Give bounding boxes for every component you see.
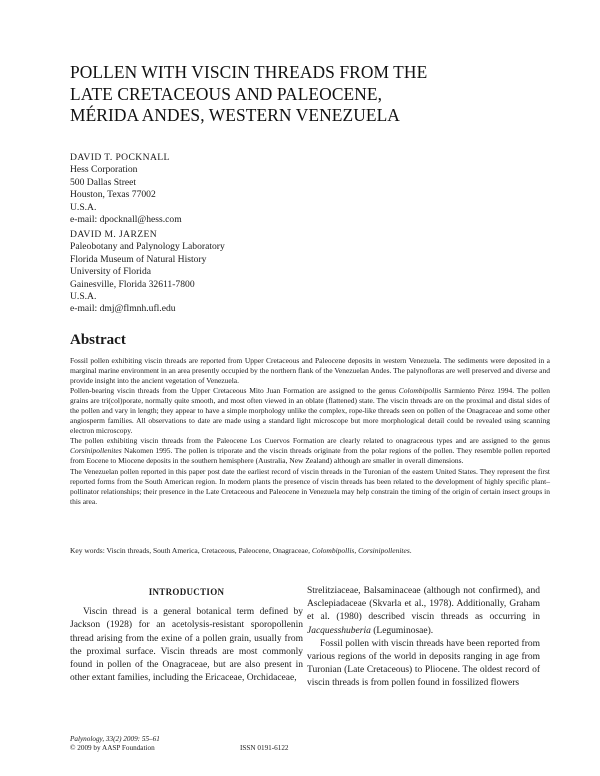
- keywords: [70, 546, 550, 556]
- body-text: Strelitziaceae, Balsaminaceae (although not confirmed), and Asclepiadaceae (Skvarla et al., 1978). Additionally, Graham et al. (1980) described viscin threads as occurring in: [307, 586, 540, 623]
- copyright-notice: © 2009 by AASP Foundation: [70, 744, 155, 753]
- genus-name: Colombipollis: [398, 386, 442, 396]
- keywords-end: .: [409, 546, 412, 555]
- author-institution: Florida Museum of Natural History: [70, 253, 207, 265]
- author-email: e-mail: dpocknall@hess.com: [70, 214, 182, 226]
- author-address-city: Gainesville, Florida 32611-7800: [70, 278, 195, 290]
- body-column-left: [70, 586, 303, 685]
- intro-paragraph-2: Fossil pollen with viscin threads have been reported from various regions of the world in deposits ranging in age from Turonian (Late Cretaceous) to Pliocene. The oldest record of viscin threads is from pollen found in fossilized flowers: [307, 638, 540, 689]
- author-name: DAVID M. JARZEN: [70, 229, 158, 240]
- author-university: University of Florida: [70, 266, 152, 278]
- author-block-jarzen: [70, 229, 225, 316]
- author-address-city: Houston, Texas 77002: [70, 189, 156, 201]
- abstract-paragraph-1: Fossil pollen exhibiting viscin threads are reported from Upper Cretaceous and Paleocene deposits in western Venezuela. The sediments were deposited in a marginal marine environment in an area presently occupied by the northern flank of the Venezuelan Andes. The palynofloras are well preserved and diverse and provide insight into the ancient vegetation of Venezuela.: [70, 356, 550, 386]
- genus-name: Corsinipollenites: [70, 446, 122, 456]
- author-address-country: U.S.A.: [70, 201, 97, 213]
- body-column-right: [307, 585, 540, 691]
- title-line-2: LATE CRETACEOUS AND PALEOCENE,: [70, 83, 383, 104]
- journal-citation-text: Palynology, 33(2) 2009: 55–61: [70, 735, 160, 743]
- issn-number: ISSN 0191-6122: [240, 744, 289, 752]
- title-line-1: POLLEN WITH VISCIN THREADS FROM THE: [70, 62, 428, 82]
- author-affiliation: Paleobotany and Palynology Laboratory: [70, 241, 225, 253]
- keywords-text: Key words: Viscin threads, South America, Cretaceous, Paleocene, Onagraceae,: [70, 546, 312, 555]
- title-line-3: MÉRIDA ANDES, WESTERN VENEZUELA: [70, 105, 400, 125]
- abstract-text: Pollen-bearing viscin threads from the Upper Cretaceous Mito Juan Formation are assigned to the genus: [70, 386, 399, 396]
- page-footer: [70, 735, 160, 754]
- keywords-separator: ,: [354, 546, 359, 555]
- genus-name: Jacquesshuberia: [307, 625, 371, 636]
- abstract-paragraph-4: The Venezuelan pollen reported in this paper post date the earliest record of viscin threads in the Turonian of the eastern United States. They represent the first reported forms from the South American region. In modern plants the presence of viscin threads has been related to the development of highly specific plant–pollinator relationships; their presence in the Late Cretaceous and Paleocene in Venezuela may help constrain the timing of the origin of certain insect groups in this area.: [70, 466, 550, 506]
- abstract-heading: Abstract: [70, 332, 126, 348]
- abstract-text: Sarmiento Pérez 1994. The pollen grains are tri(col)porate, normally quite smooth, and most often viewed in an oblate (flattened) state. The viscin threads are on the proximal and distal sides of the pollen and vary in length; they appear to have a simple morphology unlike the complex, rope-like threads seen on pollen of the Onagraceae and some other angiosperm families. All observations to date are made using a standard light microscope but more morphological detail could be revealed using scanning electron microscopy.: [70, 386, 550, 436]
- body-text: (Leguminosae).: [370, 625, 434, 636]
- article-title: [70, 62, 550, 127]
- author-email: e-mail: dmj@flmnh.ufl.edu: [70, 303, 176, 315]
- author-address-street: 500 Dallas Street: [70, 176, 137, 188]
- author-address-country: U.S.A.: [70, 291, 97, 303]
- abstract-paragraph-2: [70, 386, 550, 436]
- abstract-paragraph-3: [70, 436, 550, 466]
- author-affiliation: Hess Corporation: [70, 164, 138, 176]
- keyword-genus: Colombipollis: [311, 546, 355, 555]
- abstract-text: The pollen exhibiting viscin threads from the Paleocene Los Cuervos Formation are clearly related to onagraceous types and are assigned to the genus: [70, 436, 550, 446]
- keyword-genus: Corsinipollenites: [358, 546, 410, 555]
- author-name: DAVID T. POCKNALL: [70, 152, 170, 163]
- journal-citation: [70, 735, 160, 744]
- abstract-text: Nakomen 1995. The pollen is triporate and the viscin threads originate from the polar regions of the pollen. They resemble pollen reported from Eocene to Miocene deposits in the southern hemisphere (Australia, New Zealand) although are smaller in overall dimensions.: [70, 446, 550, 466]
- abstract-body: [70, 356, 550, 507]
- intro-paragraph-1-continued: [307, 585, 540, 638]
- intro-paragraph-1: Viscin thread is a general botanical term defined by Jackson (1928) for an acetolysis-resistant sporopollenin thread arising from the exine of a pollen grain, usually from the proximal surface. Viscin threads are most commonly found in pollen of the Onagraceae, but are also present in other extant families, including the Ericaceae, Orchidaceae,: [70, 607, 303, 684]
- section-heading-introduction: INTRODUCTION: [148, 587, 225, 597]
- author-block-pocknall: [70, 152, 182, 226]
